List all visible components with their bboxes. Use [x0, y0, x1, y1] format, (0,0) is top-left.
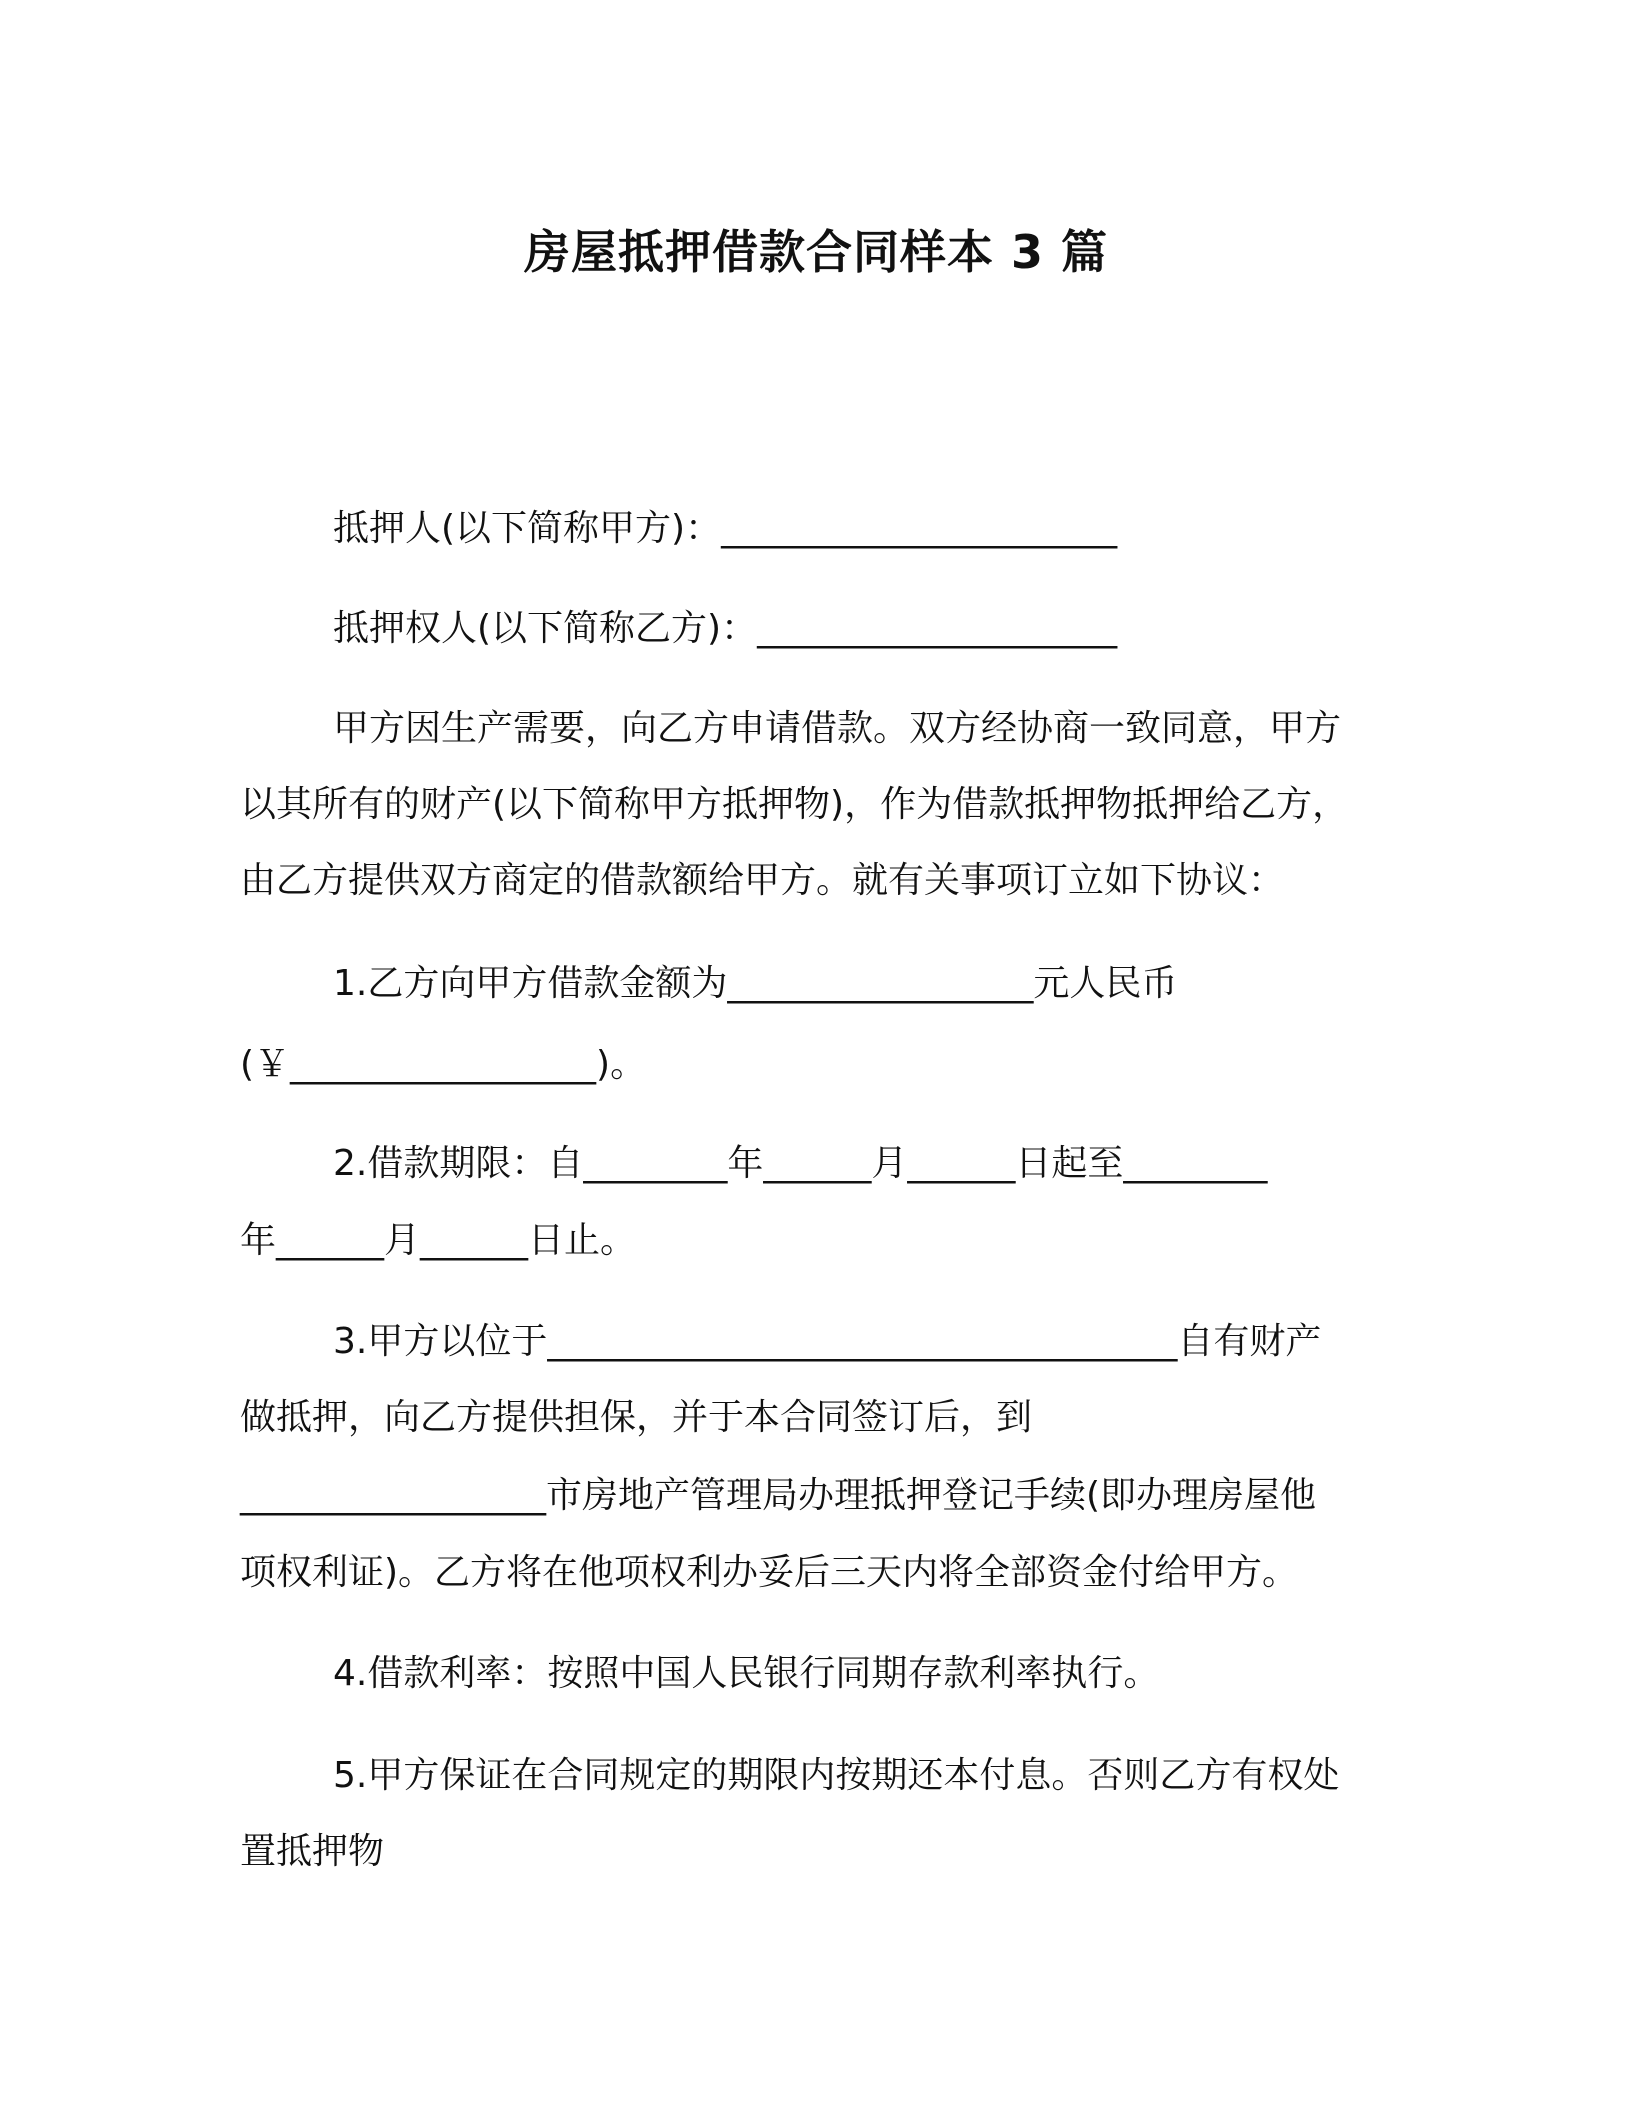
clause-2-line-1: 2.借款期限：自________年______月______日起至________ — [333, 1143, 1268, 1184]
intro-line-3: 由乙方提供双方商定的借款额给甲方。就有关事项订立如下协议： — [240, 860, 1285, 901]
clause-5-line-1: 5.甲方保证在合同规定的期限内按期还本付息。否则乙方有权处 — [333, 1755, 1340, 1796]
mortgagor-line: 抵押人(以下简称甲方)：______________________ — [333, 508, 1118, 549]
intro-line-1: 甲方因生产需要，向乙方申请借款。双方经协商一致同意，甲方 — [333, 708, 1342, 749]
clause-3-line-1: 3.甲方以位于___________________________________自有财产 — [333, 1321, 1322, 1362]
intro-line-2: 以其所有的财产(以下简称甲方抵押物)，作为借款抵押物抵押给乙方， — [240, 784, 1349, 825]
clause-3-line-4: 项权利证)。乙方将在他项权利办妥后三天内将全部资金付给甲方。 — [240, 1552, 1299, 1593]
clause-1-line-2: (￥_________________)。 — [240, 1044, 647, 1085]
clause-5-line-2: 置抵押物 — [240, 1831, 385, 1872]
clause-2-line-2: 年______月______日止。 — [240, 1220, 637, 1261]
clause-4-line: 4.借款利率：按照中国人民银行同期存款利率执行。 — [333, 1653, 1160, 1694]
clause-3-line-3: _________________市房地产管理局办理抵押登记手续(即办理房屋他 — [240, 1475, 1317, 1516]
mortgagee-line: 抵押权人(以下简称乙方)：____________________ — [333, 608, 1118, 649]
document-title: 房屋抵押借款合同样本 3 篇 — [523, 225, 1109, 279]
clause-1-line-1: 1.乙方向甲方借款金额为_________________元人民币 — [333, 963, 1178, 1004]
clause-3-line-2: 做抵押，向乙方提供担保，并于本合同签订后，到 — [240, 1397, 1033, 1438]
